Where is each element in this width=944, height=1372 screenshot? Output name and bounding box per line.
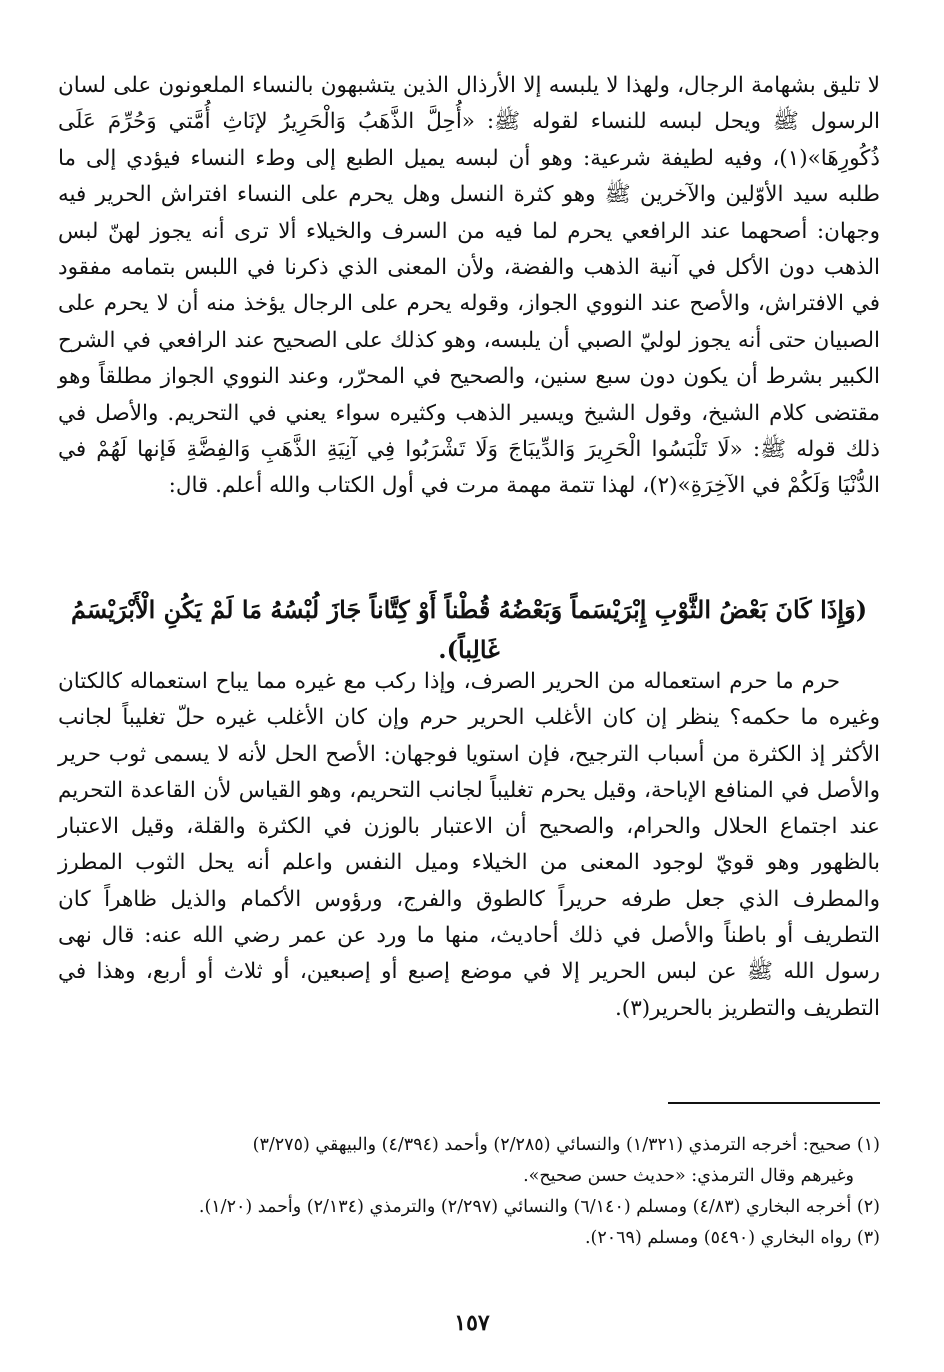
footnote-1: (١) صحيح: أخرجه الترمذي (١/٣٢١) والنسائي (٢/٢٨٥) وأحمد (٤/٣٩٤) والبيهقي (٣/٢٧٥)	[252, 1135, 880, 1155]
paragraph-explanation: حرم ما حرم استعماله من الحرير الصرف، وإذا ركب مع غيره مما يباح استعماله كالكتان وغيره ما حكمه؟ ينظر إن كان الأغلب الحرير حرم وإن كان الأغلب غيره حلّ تغليباً لجانب الأكثر إذ الكثرة من أسباب الترجيح، فإن استويا فوجهان: الأصح الحل لأنه لا يسمى ثوب حرير والأصل في المنافع الإباحة، وقيل يحرم تغليباً لجانب التحريم، وهو القياس لأن القاعدة التحريم عند اجتماع الحلال والحرام، والصحيح أن الاعتبار بالوزن في الكثرة والقلة، وقيل الاعتبار بالظهور وهو قويّ لوجود المعنى من الخيلاء وميل النفس واعلم أنه يحل الثوب المطرز والمطرف الذي جعل طرفه حريراً كالطوق والفرج، ورؤوس الأكمام والذيل ظاهراً كان التطريف أو باطناً والأصل في ذلك أحاديث، منها ما ورد عن عمر رضي الله عنه: قال نهى رسول الله ﷺ عن لبس الحرير إلا في موضع إصبع أو إصبعين، أو ثلاث أو أربع، وهذا في التطريف والتطريز بالحرير(٣).	[58, 669, 881, 1021]
footnote-3: (٣) رواه البخاري (٥٤٩٠) ومسلم (٢٠٦٩).	[584, 1228, 880, 1248]
footnotes	[58, 1130, 880, 1254]
second-text-block	[58, 664, 880, 1027]
page-number: ١٥٧	[454, 1310, 490, 1336]
footnote-1-continuation: وغيرهم وقال الترمذي: «حديث حسن صحيح».	[523, 1166, 854, 1186]
footnote-2: (٢) أخرجه البخاري (٤/٨٣) ومسلم (٦/١٤٠) والنسائي (٢/٢٩٧) والترمذي (٢/١٣٤) وأحمد (١/٢٠).	[198, 1197, 880, 1217]
footnote-separator	[668, 1102, 880, 1104]
paragraph-commentary: لا تليق بشهامة الرجال، ولهذا لا يلبسه إلا الأرذال الذين يتشبهون بالنساء الملعونون على لسان الرسول ﷺ ويحل لبسه للنساء لقوله ﷺ: «أُحِلَّ الذَّهَبُ وَالْحَرِيرُ لإنَاثِ أُمَّتي وَحُرِّمَ عَلَى ذُكُورِهَا»(١)، وفيه لطيفة شرعية: وهو أن لبسه يميل الطبع إلى وطء النساء فيؤدي إلى ما طلبه سيد الأوّلين والآخرين ﷺ وهو كثرة النسل وهل يحرم على النساء افتراش الحرير فيه وجهان: أصحهما عند الرافعي يحرم لما فيه من السرف والخيلاء ألا ترى أنه يجوز لهنّ لبس الذهب دون الأكل في آنية الذهب والفضة، ولأن المعنى الذي ذكرنا في اللبس بتمامه مفقود في الافتراش، والأصح عند النووي الجواز، وقوله يحرم على الرجال يؤخذ منه أن لا يحرم على الصبيان حتى أنه يجوز لوليّ الصبي أن يلبسه، وهو كذلك على الصحيح عند الرافعي في الشرح الكبير بشرط أن يكون دون سبع سنين، والصحيح في المحرّر، وعند النووي الجواز مطلقاً وهو مقتضى كلام الشيخ، وقول الشيخ ويسير الذهب وكثيره سواء يعني في التحريم. والأصل في ذلك قوله ﷺ: «لَا تَلْبَسُوا الْحَرِيرَ وَالدِّيبَاجَ وَلَا تَشْرَبُوا فِي آنِيَةِ الذَّهَبِ وَالفِضَّةِ فَإنها لَهُمْ في الدُّنْيَا وَلَكُمْ في الآخِرَةِ»(٢)، لهذا تتمة مهمة مرت في أول الكتاب والله أعلم. قال:	[58, 73, 880, 499]
matn-quote: (وَإِذَا كَانَ بَعْضُ الثَّوْبِ إِبْرَيْسَماً وَبَعْضُهُ قُطْناً أَوْ كِتَّاناً جَازَ لُبْسُهُ مَا لَمْ يَكُنِ الْأَبْرَيْسَمُ غَالِباً).	[70, 595, 868, 664]
main-text-block	[58, 68, 880, 505]
